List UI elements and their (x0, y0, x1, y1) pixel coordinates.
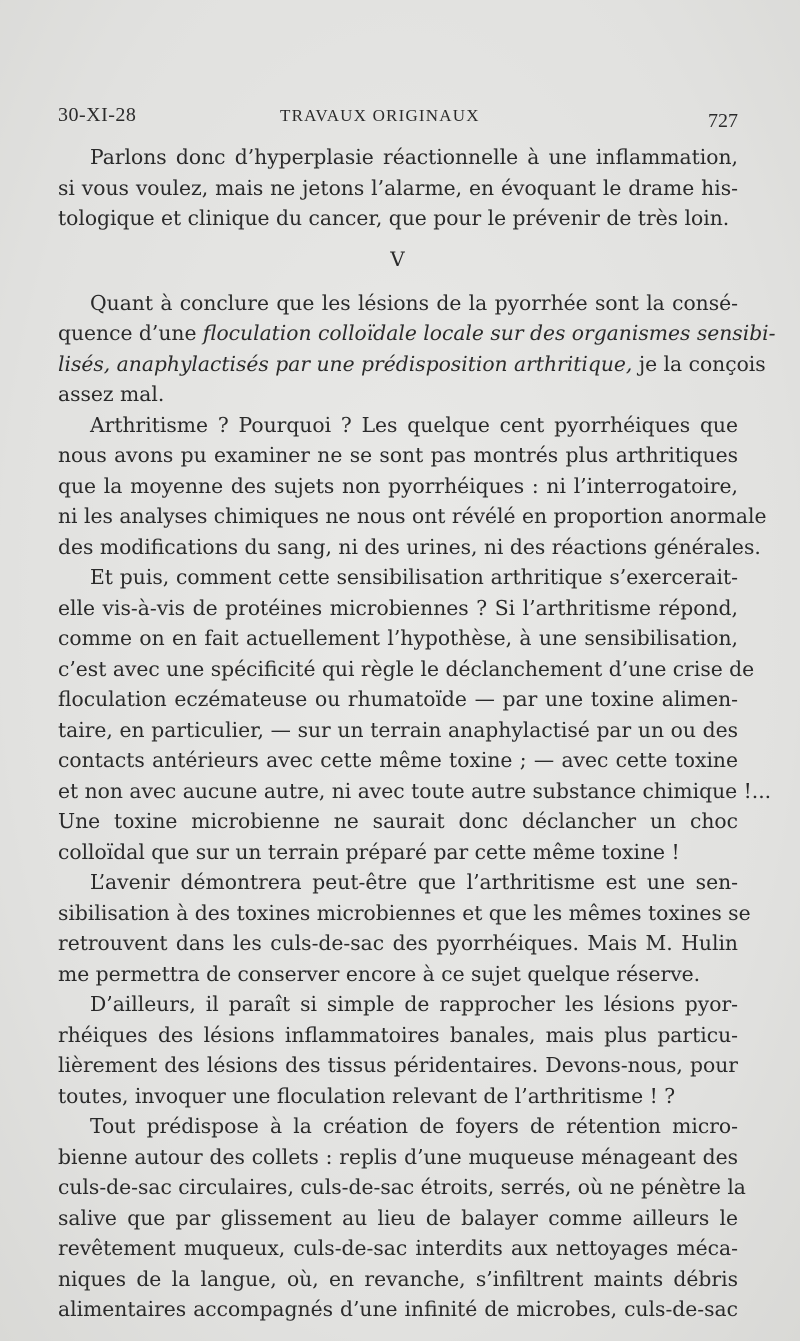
text-line: nous avons pu examiner ne se sont pas montrés plus arthritiques (58, 443, 738, 467)
paragraph (58, 867, 751, 989)
paragraph (58, 1111, 746, 1325)
text-line: Tout prédispose à la création de foyers de rétention micro- (90, 1114, 738, 1138)
text-line: toutes, invoquer une floculation relevant de l’arthritisme ! ? (58, 1083, 676, 1108)
text-line: revêtement muqueux, culs-de-sac interdits aux nettoyages méca- (58, 1236, 738, 1260)
text-line (58, 349, 766, 380)
text-line: me permettra de conserver encore à ce sujet quelque réserve. (58, 961, 701, 986)
text-line: comme on en fait actuellement l’hypothèse, à une sensibilisation, (58, 626, 738, 650)
text-line: D’ailleurs, il paraît si simple de rapprocher les lésions pyor- (90, 992, 738, 1016)
text-line: alimentaires accompagnés d’une infinité de microbes, culs-de-sac (58, 1297, 738, 1321)
text-line: et non avec aucune autre, ni avec toute autre substance chimique !... (58, 778, 772, 803)
header-date: 30-XI-28 (58, 104, 137, 126)
paragraph (58, 410, 767, 563)
italic-text: lisés, anaphylactisés par une prédisposition arthritique, (58, 351, 633, 376)
text-line: Quant à conclure que les lésions de la pyorrhée sont la consé- (90, 290, 738, 315)
text-line: salive que par glissement au lieu de balayer comme ailleurs le (58, 1205, 738, 1230)
paragraph (58, 562, 772, 867)
text-line: culs-de-sac circulaires, culs-de-sac étroits, serrés, où ne pénètre la (58, 1175, 746, 1199)
text-line: Arthritisme ? Pourquoi ? Les quelque cent pyorrhéiques que (90, 412, 738, 437)
text-line: Et puis, comment cette sensibilisation arthritique s’exercerait- (90, 565, 738, 589)
text-line: retrouvent dans les culs-de-sac des pyorrhéiques. Mais M. Hulin (58, 931, 738, 955)
text-line: sibilisation à des toxines microbiennes et que les mêmes toxines se (58, 900, 751, 925)
text-line: floculation eczémateuse ou rhumatoïde — par une toxine alimen- (58, 687, 738, 711)
text-line: assez mal. (58, 382, 165, 406)
text-line: Une toxine microbienne ne saurait donc déclancher un choc (58, 809, 738, 833)
paragraph (58, 288, 776, 410)
text-line: des modifications du sang, ni des urines, ni des réactions générales. (58, 534, 761, 559)
text-run: quence d’une (58, 321, 203, 345)
text-line: que la moyenne des sujets non pyorrhéiques : ni l’interrogatoire, (58, 473, 738, 498)
text-line: Parlons donc d’hyperplasie réactionnelle à une inflammation, (90, 145, 738, 169)
running-title: TRAVAUX ORIGINAUX (280, 106, 480, 125)
text-line: L’avenir démontrera peut-être que l’arthritisme est une sen- (90, 870, 738, 894)
paragraph (58, 142, 738, 234)
text-line: bienne autour des collets : replis d’une muqueuse ménageant des (58, 1144, 738, 1169)
page-header (58, 104, 738, 134)
text-run: je la conçois (632, 351, 766, 376)
body-text (58, 142, 776, 1325)
italic-text: floculation colloïdale locale sur des organismes sensibi- (202, 321, 776, 345)
text-line: si vous voulez, mais ne jetons l’alarme, en évoquant le drame his- (58, 175, 738, 200)
text-line: colloïdal que sur un terrain préparé par cette même toxine ! (58, 839, 680, 864)
text-line: contacts antérieurs avec cette même toxine ; — avec cette toxine (58, 748, 738, 772)
text-line: rhéiques des lésions inflammatoires banales, mais plus particu- (58, 1022, 738, 1047)
text-line: ni les analyses chimiques ne nous ont révélé en proportion anormale (58, 504, 767, 528)
page-number: 727 (708, 110, 738, 132)
text-line: lièrement des lésions des tissus péridentaires. Devons-nous, pour (58, 1053, 738, 1077)
text-line: elle vis-à-vis de protéines microbiennes ? Si l’arthritisme répond, (58, 595, 738, 620)
paragraph (58, 989, 738, 1111)
text-line (58, 318, 776, 349)
text-line: taire, en particulier, — sur un terrain anaphylactisé par un ou des (58, 717, 738, 742)
text-line: niques de la langue, où, en revanche, s’infiltrent maints débris (58, 1266, 738, 1291)
text-line: c’est avec une spécificité qui règle le déclanchement d’une crise de (58, 656, 755, 681)
section-number: V (390, 246, 406, 271)
text-line: tologique et clinique du cancer, que pour le prévenir de très loin. (58, 206, 730, 230)
